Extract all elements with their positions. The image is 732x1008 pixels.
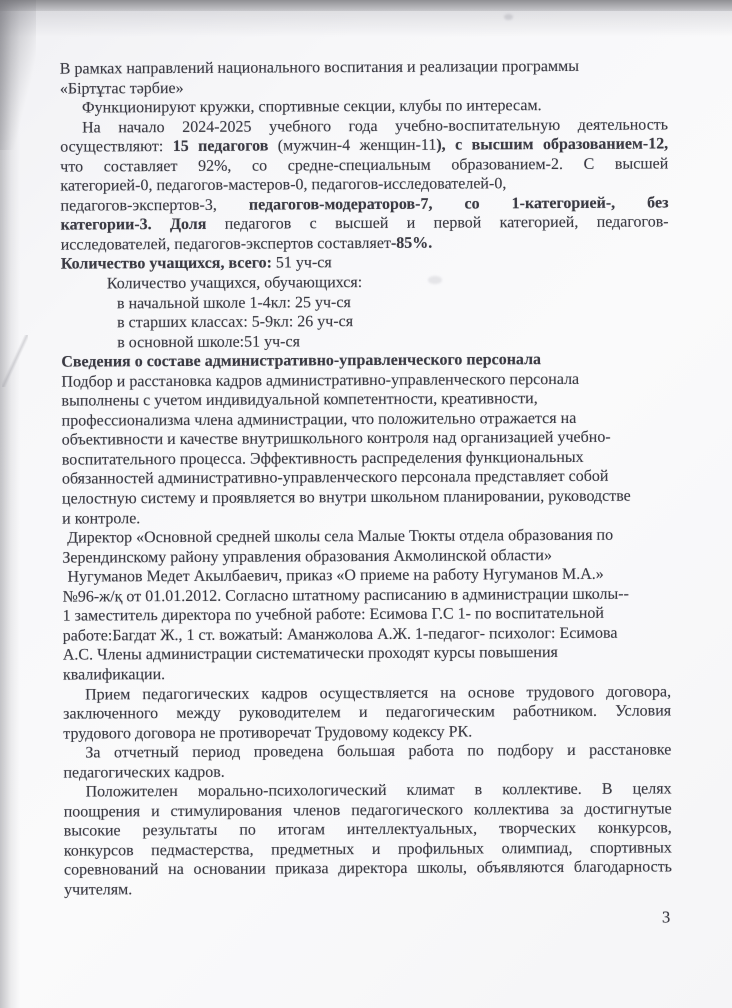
text-line — [60, 56, 668, 79]
text-segment: исследователей, педагогов-экспертов составляет — [60, 234, 392, 254]
text-segment: Положителен морально-психологический климат в коллективе. В целях — [85, 780, 672, 801]
text-segment: в основной школе:51 уч-ся — [117, 333, 300, 351]
text-segment: В рамках направлений национального воспитания и реализации программы — [59, 57, 580, 78]
text-segment: конкурсов педмастерства, предметных и профильных олимпиад, спортивных — [63, 839, 672, 860]
text-segment: (мужчин-4 женщин-11 — [277, 136, 437, 155]
text-segment: профессионализма члена администрации, что положительно отражается на — [61, 409, 577, 430]
text-segment: Зерендинскому району управления образования Акмолинской области» — [62, 546, 552, 567]
text-segment-bold: педагогов-модераторов-7, со 1-категорией-, без — [248, 194, 669, 214]
text-segment: высокие результаты по итогам интеллектуальных, творческих конкурсов, — [63, 819, 672, 840]
text-segment: Функционируют кружки, спортивные секции, клубы по интересам. — [81, 97, 542, 117]
text-segment: осуществляют: — [60, 138, 173, 156]
text-segment: На начало 2024-2025 учебного года учебно-воспитательную деятельность — [82, 116, 669, 137]
text-segment-bold: Сведения о составе административно-управленческого персонала — [61, 351, 542, 371]
text-segment-bold: ), с высшим образованием-12, — [436, 135, 669, 154]
text-segment: А.С. Члены администрации систематически проходят курсы повышения — [62, 644, 558, 664]
text-line — [63, 623, 671, 646]
text-line — [64, 877, 672, 900]
text-segment: Подбор и расстановка кадров административно-управленческого персонала — [61, 370, 580, 391]
text-segment: выполнены с учетом индивидуальной компетентности, креативности, — [61, 390, 538, 410]
text-segment: и контроле. — [62, 509, 141, 528]
text-segment: поощрения и стимулирования членов педагогического коллектива за достигнутые — [63, 800, 672, 821]
scan-edge-top-shadow — [0, 11, 732, 37]
scan-edge-top — [0, 0, 732, 11]
text-segment: Нугуманов Медет Акылбаевич, приказ «О приеме на работу Нугуманов М.А.» — [67, 565, 604, 586]
text-segment: категорией-0, педагогов-мастеров-0, педагогов-исследователей-0, — [60, 175, 507, 195]
text-line — [63, 741, 671, 764]
text-segment-bold: 15 педагогов — [172, 137, 278, 156]
text-segment: педагогов-экспертов-3, — [60, 196, 249, 215]
text-line — [61, 213, 669, 236]
page-number: 3 — [661, 906, 671, 926]
text-line — [63, 701, 671, 724]
text-segment: №96-ж/қ от 01.01.2012. Согласно штатному расписанию в администрации школы-- — [62, 585, 629, 606]
text-line — [60, 154, 668, 177]
text-segment: объективности и качестве внутришкольного контроля над организацией учебно- — [61, 429, 611, 449]
scan-edge-left — [0, 0, 20, 1008]
text-line — [61, 369, 669, 392]
scan-corner-shadow — [0, 0, 36, 150]
text-line — [62, 526, 670, 549]
text-segment: трудового договора не противоречат Трудовому кодексу РК. — [63, 723, 473, 743]
text-segment-bold: Количество учащихся, всего: — [60, 254, 272, 274]
text-segment: в начальной школе 1-4кл: 25 уч-ся — [116, 293, 351, 312]
text-segment: педагогов с высшей и первой категорией, педагогов- — [206, 213, 669, 234]
text-segment: «Біртұтас тәрбие» — [59, 79, 184, 98]
text-segment: педагогических кадров. — [63, 763, 225, 782]
text-segment: в старших классах: 5-9кл: 26 уч-ся — [117, 313, 354, 332]
text-segment: квалификации. — [62, 666, 166, 684]
scan-smudge — [504, 14, 513, 20]
text-segment: соревнований на основании приказа директора школы, объявляются благодарность — [63, 858, 673, 880]
document-text-block — [60, 56, 673, 930]
text-segment: целостную систему и проявляется во внутри школьном планировании, руководстве — [61, 487, 631, 508]
text-segment: 51 уч-ся — [271, 254, 332, 272]
text-segment-bold: категории-3. Доля — [60, 216, 207, 234]
text-segment: Прием педагогических кадров осуществляется на основе трудового договора, — [85, 682, 672, 703]
text-segment: За отчетный период проведена большая работа по подбору и расстановке — [85, 741, 672, 762]
text-segment: заключенного между руководителем и педагогическим работником. Условия — [63, 702, 672, 723]
text-segment: Количество учащихся, обучающихся: — [106, 274, 363, 293]
text-segment: учителям. — [64, 881, 133, 899]
text-segment: работе:Багдат Ж., 1 ст. вожатый: Аманжолова А.Ж. 1-педагог- психолог: Есимова — [62, 624, 618, 645]
text-segment: что составляет 92%, со средне-специальным образованием-2. С высшей — [60, 155, 669, 176]
text-segment: обязанностей административно-управленческого персонала представляет собой — [61, 468, 609, 489]
text-line — [64, 858, 672, 881]
paper-crease — [2, 335, 28, 387]
text-segment: Директор «Основной средней школы села Малые Тюкты отдела образования по — [67, 526, 614, 547]
text-line — [62, 486, 670, 509]
text-segment-bold: -85%. — [390, 234, 433, 252]
text-segment: воспитательного процесса. Эффективность распределения функциональных — [61, 448, 584, 469]
text-segment: 1 заместитель директора по учебной работе: Есимова Г.С 1- по воспитательной — [62, 605, 605, 625]
